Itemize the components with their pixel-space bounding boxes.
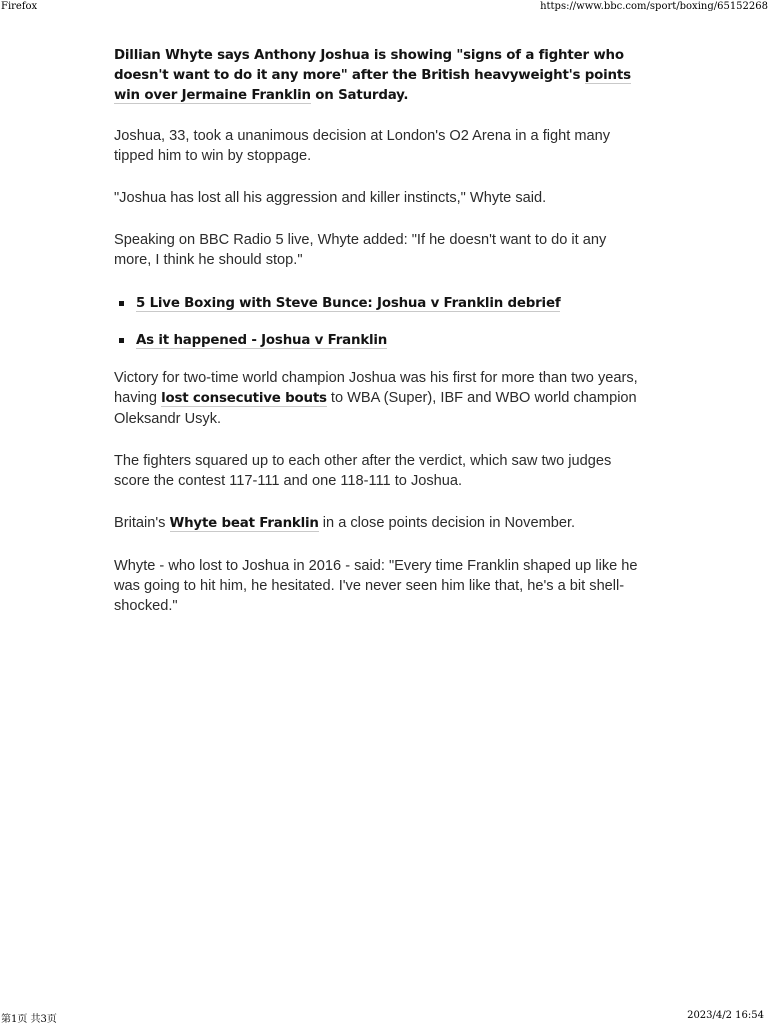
bullet-icon [119,301,124,306]
whyte-beat-franklin-link[interactable]: Whyte beat Franklin [169,516,319,531]
whyte-text-2: in a close points decision in November. [318,515,576,531]
victory-text-2: to WBA (Super), IBF and WBO world champion Oleksandr Usyk. [114,390,637,427]
browser-name: Firefox [1,1,38,12]
bullet-icon [119,338,124,343]
list-item [114,292,644,315]
paragraph-whyte-beat-franklin [114,513,644,534]
page-number: 第1页 共3页 [1,1014,57,1025]
lost-consecutive-bouts-link[interactable]: lost consecutive bouts [161,391,327,406]
page-url: https://www.bbc.com/sport/boxing/65152268 [540,1,768,12]
article-intro [114,46,644,106]
as-it-happened-link[interactable]: As it happened - Joshua v Franklin [136,333,388,348]
victory-text-1: Victory for two-time world champion Joshua was his first for more than two years, having [114,370,638,406]
print-datetime: 2023/4/2 16:54 [687,1010,764,1021]
related-links-list [114,292,644,352]
paragraph-decision: Joshua, 33, took a unanimous decision at London's O2 Arena in a fight many tipped him to win by stoppage. [114,128,611,164]
article-body [114,46,644,638]
list-item [114,329,644,352]
intro-text-1: Dillian Whyte says Anthony Joshua is showing "signs of a fighter who doesn't want to do it any more" after the British heavyweight's [114,48,624,83]
paragraph-quote-aggression: "Joshua has lost all his aggression and killer instincts," Whyte said. [114,190,547,206]
paragraph-shell-shocked: Whyte - who lost to Joshua in 2016 - said: "Every time Franklin shaped up like he was going to hit him, he hesitated. I've never seen him like that, he's a bit shell-shocked." [114,558,638,614]
print-header [0,1,768,15]
bunce-debrief-link[interactable]: 5 Live Boxing with Steve Bunce: Joshua v Franklin debrief [136,296,561,311]
paragraph-radio-quote: Speaking on BBC Radio 5 live, Whyte added: "If he doesn't want to do it any more, I think he should stop." [114,232,607,268]
intro-text-2: on Saturday. [310,88,409,103]
points-win-link[interactable]: points win over Jermaine Franklin [114,68,631,103]
paragraph-scorecards: The fighters squared up to each other after the verdict, which saw two judges score the contest 117-111 and one 118-111 to Joshua. [114,453,612,489]
print-footer [0,1010,768,1024]
whyte-text-1: Britain's [114,515,170,531]
paragraph-victory [114,368,644,429]
